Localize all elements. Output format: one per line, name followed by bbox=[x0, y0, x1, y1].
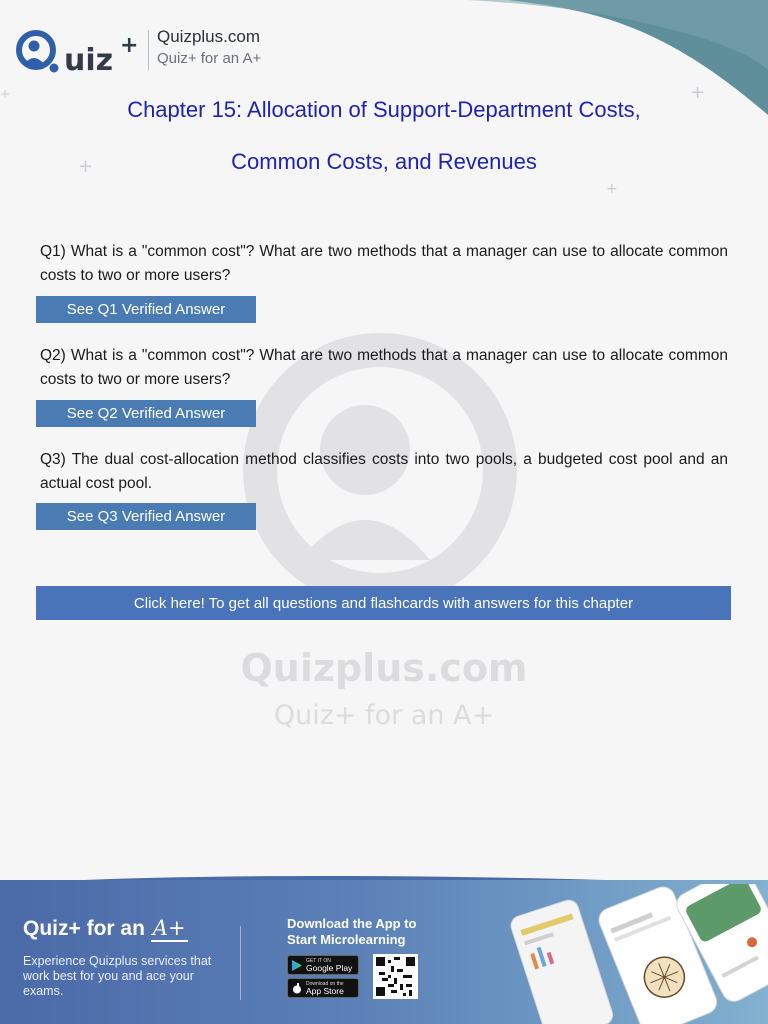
q2-verified-answer-button[interactable]: See Q2 Verified Answer bbox=[36, 400, 256, 427]
plus-decoration: + bbox=[78, 156, 94, 177]
chapter-title-line-2: Common Costs, and Revenues bbox=[231, 149, 537, 174]
q1-verified-answer-button[interactable]: See Q1 Verified Answer bbox=[36, 296, 256, 323]
plus-decoration: + bbox=[690, 82, 706, 103]
svg-text:uiz: uiz bbox=[64, 43, 114, 78]
google-play-icon bbox=[292, 960, 302, 971]
footer-brand bbox=[23, 916, 188, 941]
site-name: Quizplus.com bbox=[157, 27, 260, 46]
footer-brand-grade: A+ bbox=[152, 916, 186, 940]
footer-brand-text: Quiz+ for an bbox=[23, 917, 145, 940]
app-store-button[interactable] bbox=[287, 978, 359, 998]
site-tagline: Quiz+ for an A+ bbox=[157, 50, 262, 67]
question-3-text: Q3) The dual cost-allocation method classifies costs into two pools, a budgeted cost pool and an actual cost pool. bbox=[40, 451, 728, 492]
google-play-button[interactable] bbox=[287, 955, 359, 975]
qr-code-icon bbox=[376, 957, 415, 996]
quizplus-logo bbox=[14, 24, 148, 80]
footer-description: Experience Quizplus services that work best for you and ace your exams. bbox=[23, 954, 212, 998]
download-app-heading: Download the App to Start Microlearning bbox=[287, 916, 417, 947]
google-play-label: Google Play bbox=[306, 963, 353, 973]
app-store-label: App Store bbox=[306, 986, 344, 996]
question-2-text: Q2) What is a "common cost"? What are two methods that a manager can use to allocate common costs to two or more users? bbox=[40, 347, 728, 388]
watermark-tagline: Quiz+ for an A+ bbox=[273, 700, 495, 731]
watermark-site-name: Quizplus.com bbox=[240, 646, 528, 690]
app-store-small-text: Download on the bbox=[306, 981, 344, 987]
app-phone-mockups bbox=[505, 884, 768, 1024]
svg-text:+: + bbox=[120, 33, 139, 58]
chapter-title-line-1: Chapter 15: Allocation of Support-Department Costs, bbox=[127, 97, 641, 122]
plus-decoration: + bbox=[606, 181, 618, 197]
get-all-questions-button[interactable]: Click here! To get all questions and flashcards with answers for this chapter bbox=[36, 586, 731, 620]
header-divider bbox=[148, 30, 149, 70]
google-play-small-text: GET IT ON bbox=[306, 958, 331, 964]
question-1-text: Q1) What is a "common cost"? What are two methods that a manager can use to allocate common costs to two or more users? bbox=[40, 243, 728, 284]
apple-icon bbox=[292, 983, 302, 994]
q3-verified-answer-button[interactable]: See Q3 Verified Answer bbox=[36, 503, 256, 530]
footer-divider bbox=[240, 926, 241, 1000]
plus-decoration: + bbox=[0, 87, 11, 101]
qr-code[interactable] bbox=[373, 954, 418, 999]
